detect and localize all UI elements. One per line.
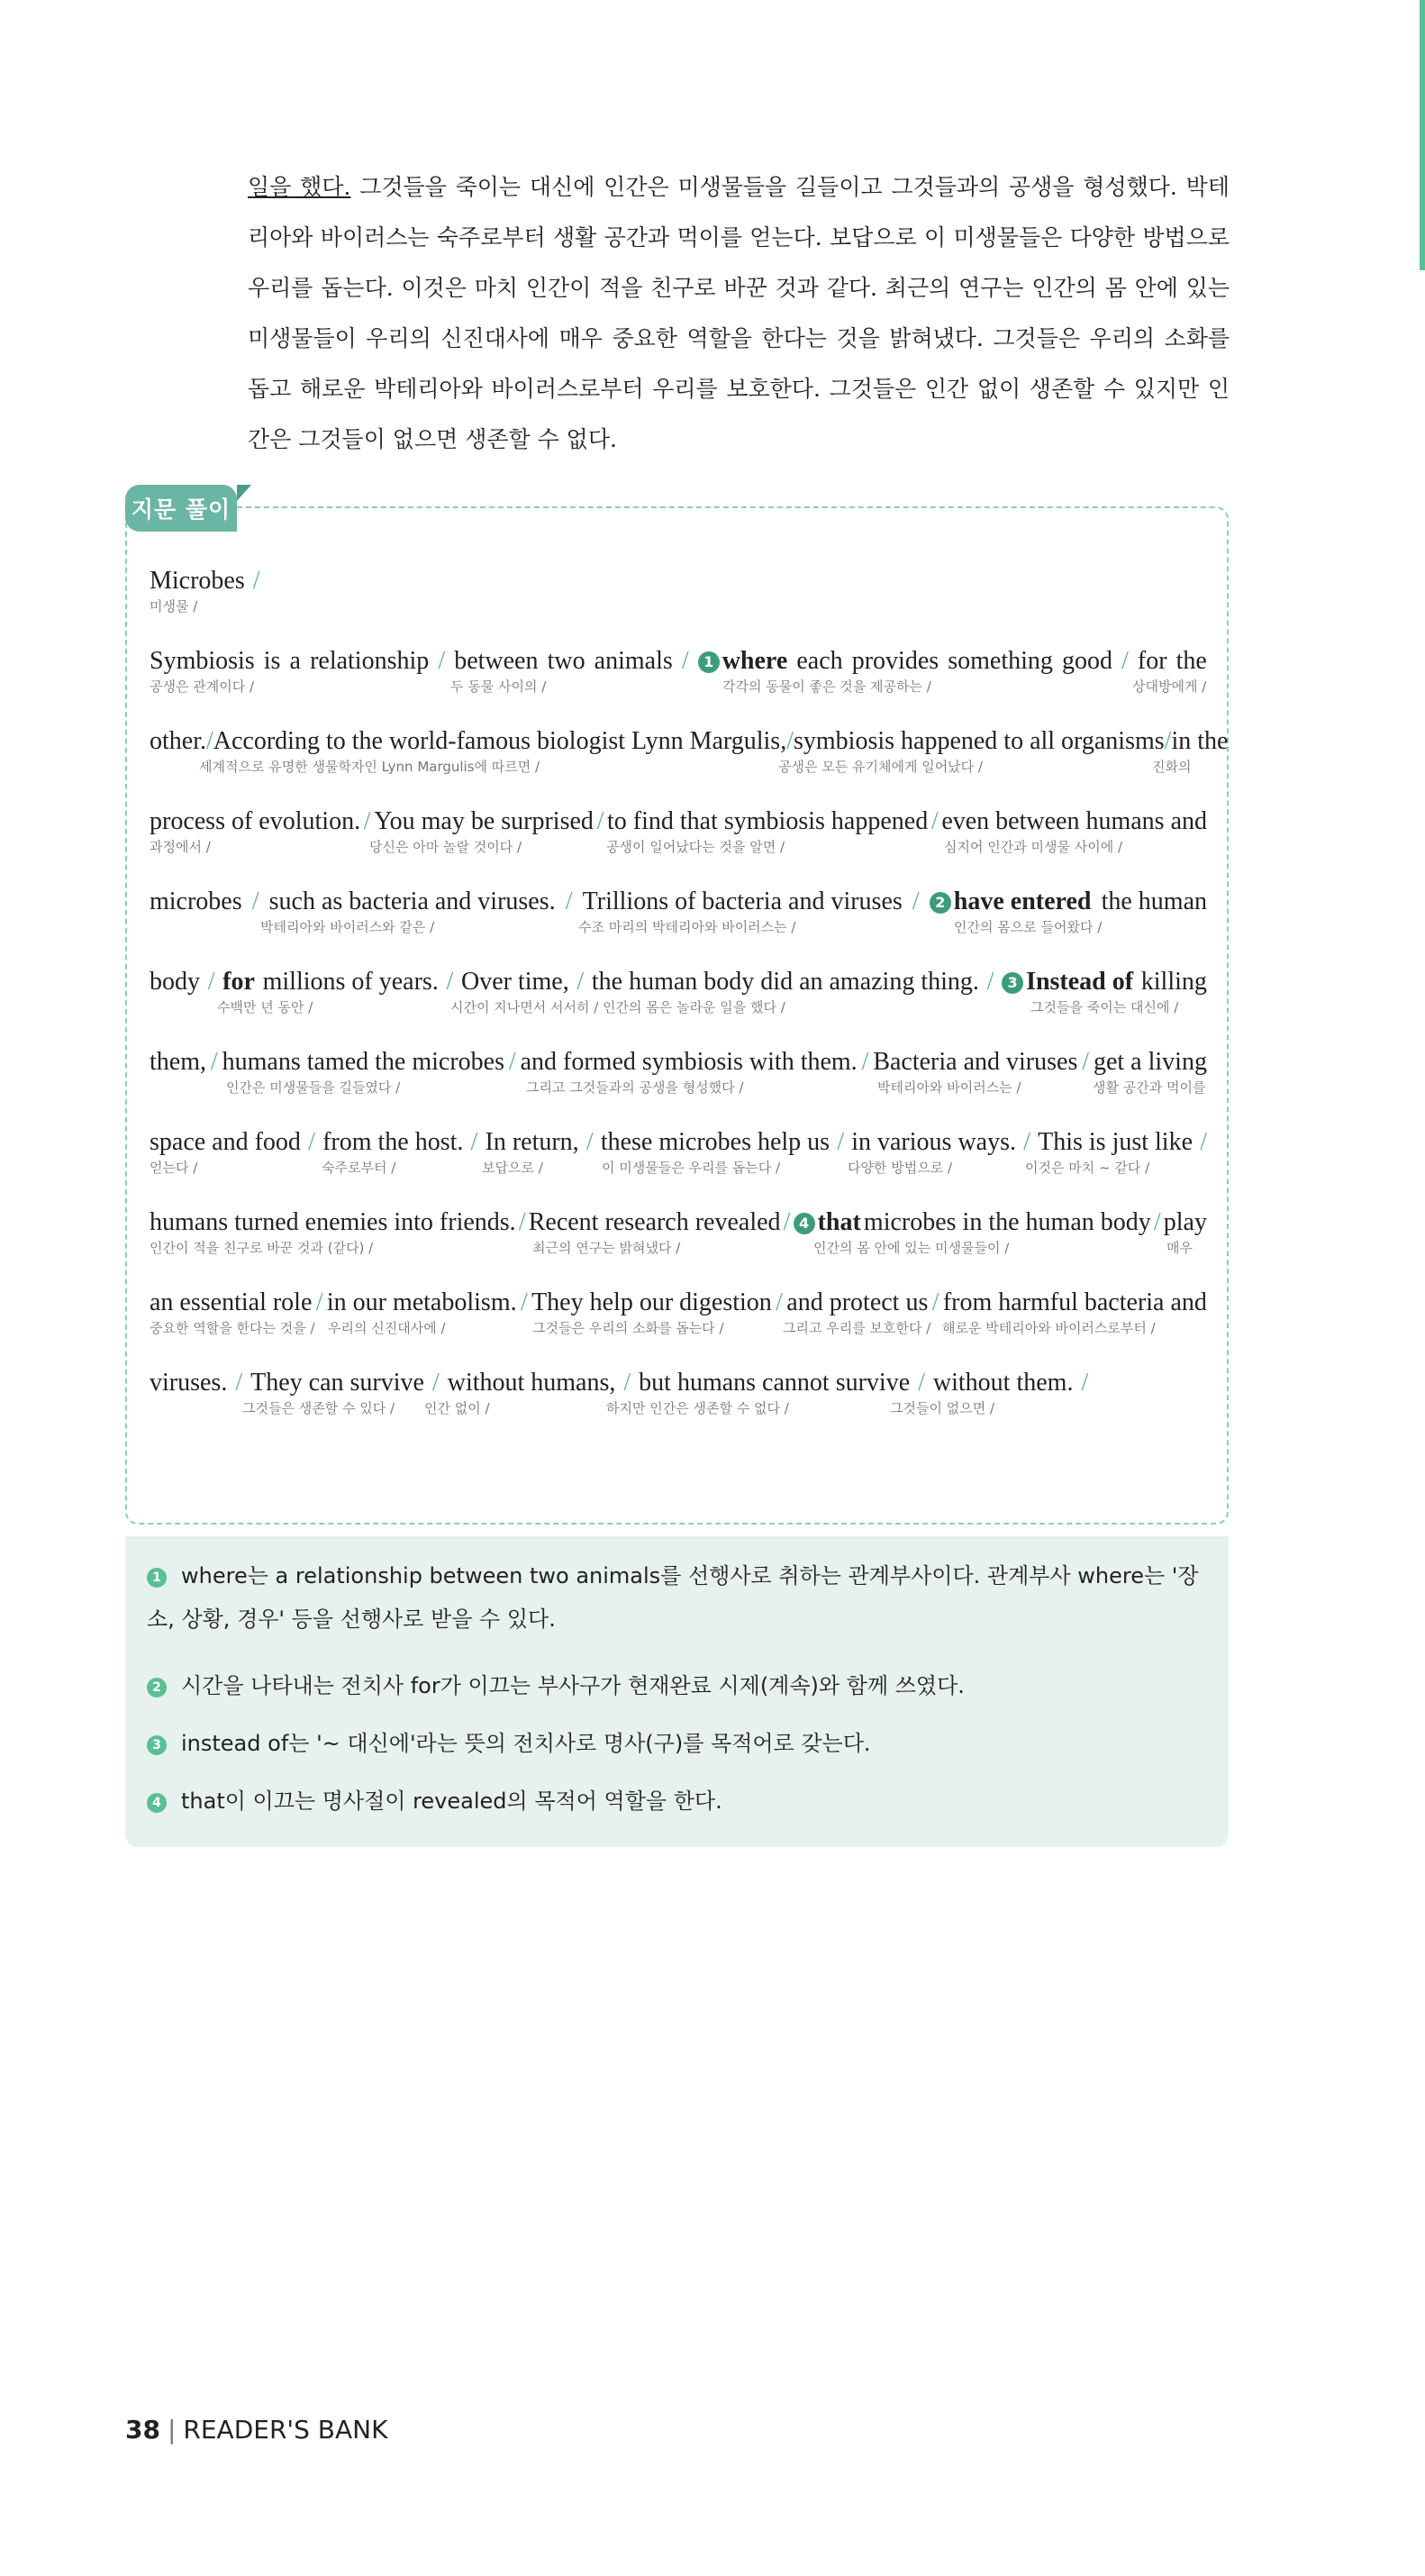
korean-gloss: 중요한 역할을 한다는 것을 / (150, 1320, 315, 1336)
english-chunk: microbes (150, 887, 242, 915)
english-chunk: millions of years. (262, 968, 439, 996)
english-chunk: In return, (485, 1128, 579, 1156)
slash-separator: / (315, 1288, 323, 1316)
slash-separator: / (210, 1048, 218, 1076)
korean-glosses (150, 677, 1207, 696)
english-chunk: symbiosis happened to all organisms (793, 727, 1165, 755)
slash-separator: / (930, 807, 939, 835)
slash-separator: / (1164, 727, 1172, 755)
korean-gloss: 그것들을 죽이는 대신에 / (1030, 999, 1179, 1015)
key-grammar-word: Instead of (1026, 968, 1134, 996)
english-word: a (289, 647, 301, 675)
page-number: 38 (125, 2415, 160, 2444)
korean-gloss: 박테리아와 바이러스는 / (877, 1079, 1021, 1096)
slash-separator: / (518, 1208, 526, 1236)
english-chunk: Trillions of bacteria and viruses (582, 887, 903, 915)
grammar-note (147, 1554, 1201, 1641)
korean-gloss: 인간의 몸으로 들어왔다 / (954, 919, 1103, 935)
korean-gloss: 얻는다 / (150, 1160, 198, 1176)
english-chunks (150, 726, 1229, 757)
passage-line (150, 967, 1207, 1017)
english-word: for (1137, 647, 1167, 675)
korean-glosses (150, 1078, 1207, 1097)
korean-gloss: 인간의 몸 안에 있는 미생물들이 / (813, 1240, 1010, 1256)
note-number-badge: 1 (698, 651, 720, 673)
slash-separator: / (206, 727, 213, 755)
slash-separator: / (783, 1208, 791, 1236)
slash-separator: / (520, 1288, 528, 1316)
slash-separator: / (565, 887, 573, 915)
korean-gloss: 당신은 아마 놀랄 것이다 / (369, 839, 522, 855)
slash-separator: / (837, 1128, 845, 1156)
english-chunk: They can survive (250, 1369, 424, 1397)
english-chunk: such as bacteria and viruses. (268, 887, 556, 915)
english-word: provides (851, 647, 939, 675)
korean-gloss: 이것은 마치 ~ 같다 / (1025, 1160, 1150, 1176)
korean-gloss: 그것들이 없으면 / (890, 1400, 995, 1416)
note-number-badge: 3 (147, 1735, 167, 1755)
slash-separator: / (446, 968, 454, 996)
note-number-badge: 3 (1002, 972, 1023, 994)
english-chunk: but humans cannot survive (639, 1369, 911, 1397)
english-chunks (150, 887, 1207, 917)
key-grammar-word: for (222, 968, 255, 996)
korean-gloss: 수조 마리의 박테리아와 바이러스는 / (578, 919, 796, 935)
english-chunks (150, 1368, 1207, 1398)
slash-separator: / (470, 1128, 478, 1156)
key-grammar-word: where (722, 647, 788, 675)
english-chunk: You may be surprised (374, 807, 594, 835)
page-footer (125, 2415, 387, 2444)
english-word: animals (594, 647, 673, 675)
korean-gloss: 각각의 동물이 좋은 것을 제공하는 / (722, 678, 931, 695)
english-chunk: them, (150, 1048, 206, 1076)
korean-gloss: 심지어 인간과 미생물 사이에 / (944, 839, 1123, 855)
english-word: is (263, 647, 281, 675)
english-chunk: in our metabolism. (326, 1288, 517, 1316)
english-chunk: viruses. (150, 1369, 228, 1397)
slash-separator: / (1082, 1048, 1090, 1076)
slash-separator: / (431, 1369, 440, 1397)
slash-separator: / (596, 807, 604, 835)
english-chunks (150, 806, 1207, 837)
english-chunk: humans tamed the microbes (222, 1048, 504, 1076)
slash-separator: / (776, 1288, 783, 1316)
english-chunk: and protect us (786, 1288, 929, 1316)
passage-line (150, 1368, 1207, 1418)
korean-gloss: 그것들은 우리의 소화를 돕는다 / (532, 1320, 724, 1336)
grammar-note (147, 1664, 1201, 1707)
note-number-badge: 4 (794, 1213, 815, 1234)
grammar-notes-box (125, 1536, 1229, 1847)
english-chunks (150, 1047, 1207, 1078)
slash-separator: / (363, 807, 371, 835)
korean-gloss: 두 동물 사이의 / (450, 678, 547, 695)
english-chunk: humans turned enemies into friends. (150, 1208, 516, 1236)
note-number-badge: 2 (147, 1678, 167, 1698)
korean-gloss: 세계적으로 유명한 생물학자인 Lynn Margulis에 따르면 / (199, 759, 540, 775)
footer-divider: | (167, 2415, 177, 2444)
book-title: READER'S BANK (183, 2415, 388, 2444)
slash-separator: / (308, 1128, 315, 1156)
korean-gloss: 우리의 신진대사에 / (328, 1320, 446, 1336)
passage-lines (150, 566, 1229, 1448)
passage-line (150, 1288, 1207, 1338)
korean-gloss: 수백만 년 동안 / (217, 999, 313, 1015)
slash-separator: / (1200, 1128, 1207, 1156)
english-word: good (1061, 647, 1112, 675)
page-edge-tab (1420, 0, 1425, 270)
passage-line (150, 887, 1207, 937)
passage-line (150, 1047, 1207, 1097)
slash-separator: / (1023, 1128, 1030, 1156)
korean-gloss: 미생물 / (150, 598, 198, 614)
korean-glosses (150, 997, 1207, 1017)
slash-separator: / (681, 647, 689, 675)
english-chunk: Recent research revealed (528, 1208, 781, 1236)
english-chunk: in the (1171, 727, 1229, 755)
note-text: where는 a relationship between two animals를 선행사로 취하는 관계부사이다. 관계부사 where는 '장소, 상황, 경우' 등을 선행사로 받을 수 있다. (147, 1563, 1199, 1632)
slash-separator: / (918, 1369, 925, 1397)
note-text: 시간을 나타내는 전치사 for가 이끄는 부사구가 현재완료 시제(계속)와 함께 쓰였다. (181, 1673, 965, 1698)
english-chunk: Microbes (150, 567, 245, 595)
korean-translation-paragraph (248, 162, 1230, 465)
english-word: each (796, 647, 843, 675)
korean-gloss: 과정에서 / (150, 839, 211, 855)
slash-separator: / (438, 647, 446, 675)
english-word: between (454, 647, 539, 675)
korean-glosses (150, 1238, 1207, 1258)
korean-gloss: 공생은 모든 유기체에게 일어났다 / (778, 759, 983, 775)
english-chunk: without humans, (447, 1369, 616, 1397)
korean-gloss: 인간이 적을 친구로 바꾼 것과 (같다) / (150, 1240, 374, 1256)
english-chunk: microbes in the human body (863, 1208, 1151, 1236)
english-word: two (547, 647, 585, 675)
english-chunk: process of evolution. (150, 807, 361, 835)
korean-glosses (150, 1318, 1207, 1338)
slash-separator: / (912, 887, 920, 915)
english-word: something (948, 647, 1053, 675)
korean-gloss: 그리고 우리를 보호한다 / (783, 1320, 931, 1336)
slash-separator: / (1121, 647, 1129, 675)
english-chunks (150, 1288, 1207, 1318)
english-chunk: Over time, (460, 968, 569, 996)
korean-gloss: 보답으로 / (482, 1160, 543, 1176)
key-grammar-word: that (817, 1208, 861, 1236)
grammar-note (147, 1780, 1201, 1823)
korean-gloss: 이 미생물들은 우리를 돕는다 / (602, 1160, 781, 1176)
korean-gloss: 진화의 (1152, 759, 1192, 775)
english-chunk: This is just like (1038, 1128, 1194, 1156)
english-chunk: in various ways. (851, 1128, 1016, 1156)
slash-separator: / (585, 1128, 594, 1156)
note-number-badge: 2 (930, 892, 951, 914)
korean-gloss: 인간은 미생물들을 길들였다 / (226, 1079, 401, 1096)
slash-separator: / (251, 887, 259, 915)
passage-line (150, 646, 1207, 696)
korean-glosses (150, 837, 1207, 857)
slash-separator: / (931, 1288, 939, 1316)
korean-glosses (150, 1398, 1207, 1418)
english-chunks (150, 967, 1207, 997)
korean-glosses (150, 917, 1207, 937)
english-chunk: an essential role (150, 1288, 313, 1316)
english-word: the (1175, 647, 1207, 675)
korean-gloss: 매우 (1166, 1240, 1193, 1256)
english-chunk: They help our digestion (531, 1288, 772, 1316)
english-chunks (150, 646, 1207, 677)
korean-gloss: 숙주로부터 / (322, 1160, 396, 1176)
korean-gloss: 시간이 지나면서 서서히 / 인간의 몸은 놀라운 일을 했다 / (450, 999, 785, 1015)
english-chunk: from harmful bacteria and (942, 1288, 1207, 1316)
slash-separator: / (576, 968, 585, 996)
korean-gloss: 박테리아와 바이러스와 같은 / (260, 919, 435, 935)
korean-glosses (150, 596, 1207, 616)
korean-gloss: 공생은 관계이다 / (150, 678, 255, 695)
intro-text: 그것들을 죽이는 대신에 인간은 미생물들을 길들이고 그것들과의 공생을 형성했다. 박테리아와 바이러스는 숙주로부터 생활 공간과 먹이를 얻는다. 보답으로 이 미생물들은 다양한 방법으로 우리를 돕는다. 이것은 마치 인간이 적을 친구로 바꾼 것과 같다. 최근의 연구는 인간의 몸 안에 있는 미생물들이 우리의 신진대사에 매우 중요한 역할을 한다는 것을 밝혀냈다. 그것들은 우리의 소화를 돕고 해로운 박테리아와 바이러스로부터 우리를 보호한다. 그것들은 인간 없이 생존할 수 있지만 인간은 그것들이 없으면 생존할 수 없다. (248, 174, 1230, 452)
passage-line (150, 1127, 1207, 1178)
slash-separator: / (207, 968, 215, 996)
note-text: that이 이끄는 명사절이 revealed의 목적어 역할을 한다. (181, 1789, 722, 1814)
english-word: Symbiosis (150, 647, 255, 675)
slash-separator: / (986, 968, 994, 996)
korean-gloss: 생활 공간과 먹이를 (1093, 1079, 1206, 1096)
intro-underlined-text: 일을 했다. (248, 174, 351, 200)
korean-gloss: 그것들은 생존할 수 있다 / (242, 1400, 395, 1416)
english-chunk: play (1163, 1208, 1207, 1236)
korean-gloss: 상대방에게 / (1132, 678, 1207, 695)
english-chunk: space and food (150, 1128, 301, 1156)
passage-line (150, 726, 1229, 777)
english-chunk: the human (1101, 887, 1207, 915)
korean-gloss: 그리고 그것들과의 공생을 형성했다 / (526, 1079, 744, 1096)
note-number-badge: 1 (147, 1568, 167, 1588)
english-chunk: without them. (932, 1369, 1074, 1397)
korean-gloss: 최근의 연구는 밝혀냈다 / (532, 1240, 681, 1256)
english-chunks (150, 566, 1207, 596)
slash-separator: / (623, 1369, 631, 1397)
english-chunk: Bacteria and viruses (873, 1048, 1078, 1076)
english-chunk: killing (1140, 968, 1207, 996)
english-chunk: According to the world-famous biologist Lynn Margulis, (213, 727, 787, 755)
english-chunk: these microbes help us (600, 1128, 830, 1156)
english-chunks (150, 1127, 1207, 1158)
english-chunks (150, 1207, 1207, 1238)
english-chunk: even between humans and (941, 807, 1207, 835)
english-chunk: body (150, 968, 200, 996)
korean-gloss: 하지만 인간은 생존할 수 없다 / (606, 1400, 789, 1416)
passage-line (150, 566, 1207, 616)
key-grammar-word: have entered (953, 887, 1092, 915)
korean-glosses (150, 1158, 1207, 1178)
english-chunk: to find that symbiosis happened (607, 807, 929, 835)
note-number-badge: 4 (147, 1793, 167, 1813)
passage-line (150, 1207, 1207, 1258)
slash-separator: / (508, 1048, 516, 1076)
passage-line (150, 806, 1207, 857)
note-text: instead of는 '~ 대신에'라는 뜻의 전치사로 명사(구)를 목적어로 갖는다. (181, 1731, 871, 1756)
korean-gloss: 해로운 박테리아와 바이러스로부터 / (942, 1320, 1156, 1336)
english-chunk: the human body did an amazing thing. (591, 968, 979, 996)
section-tag-fold (237, 485, 251, 501)
english-chunk: other. (150, 727, 206, 755)
slash-separator: / (252, 567, 260, 595)
grammar-note (147, 1722, 1201, 1765)
english-chunk: get a living (1093, 1048, 1207, 1076)
slash-separator: / (235, 1369, 243, 1397)
english-chunk: and formed symbiosis with them. (520, 1048, 858, 1076)
slash-separator: / (786, 727, 794, 755)
korean-gloss: 다양한 방법으로 / (848, 1160, 953, 1176)
slash-separator: / (1081, 1369, 1089, 1397)
english-word: relationship (310, 647, 430, 675)
korean-glosses (150, 757, 1207, 777)
korean-gloss: 인간 없이 / (424, 1400, 490, 1416)
slash-separator: / (1153, 1208, 1161, 1236)
slash-separator: / (861, 1048, 869, 1076)
english-chunk: from the host. (322, 1128, 464, 1156)
korean-gloss: 공생이 일어났다는 것을 알면 / (606, 839, 785, 855)
section-tag: 지문 풀이 (125, 485, 237, 532)
